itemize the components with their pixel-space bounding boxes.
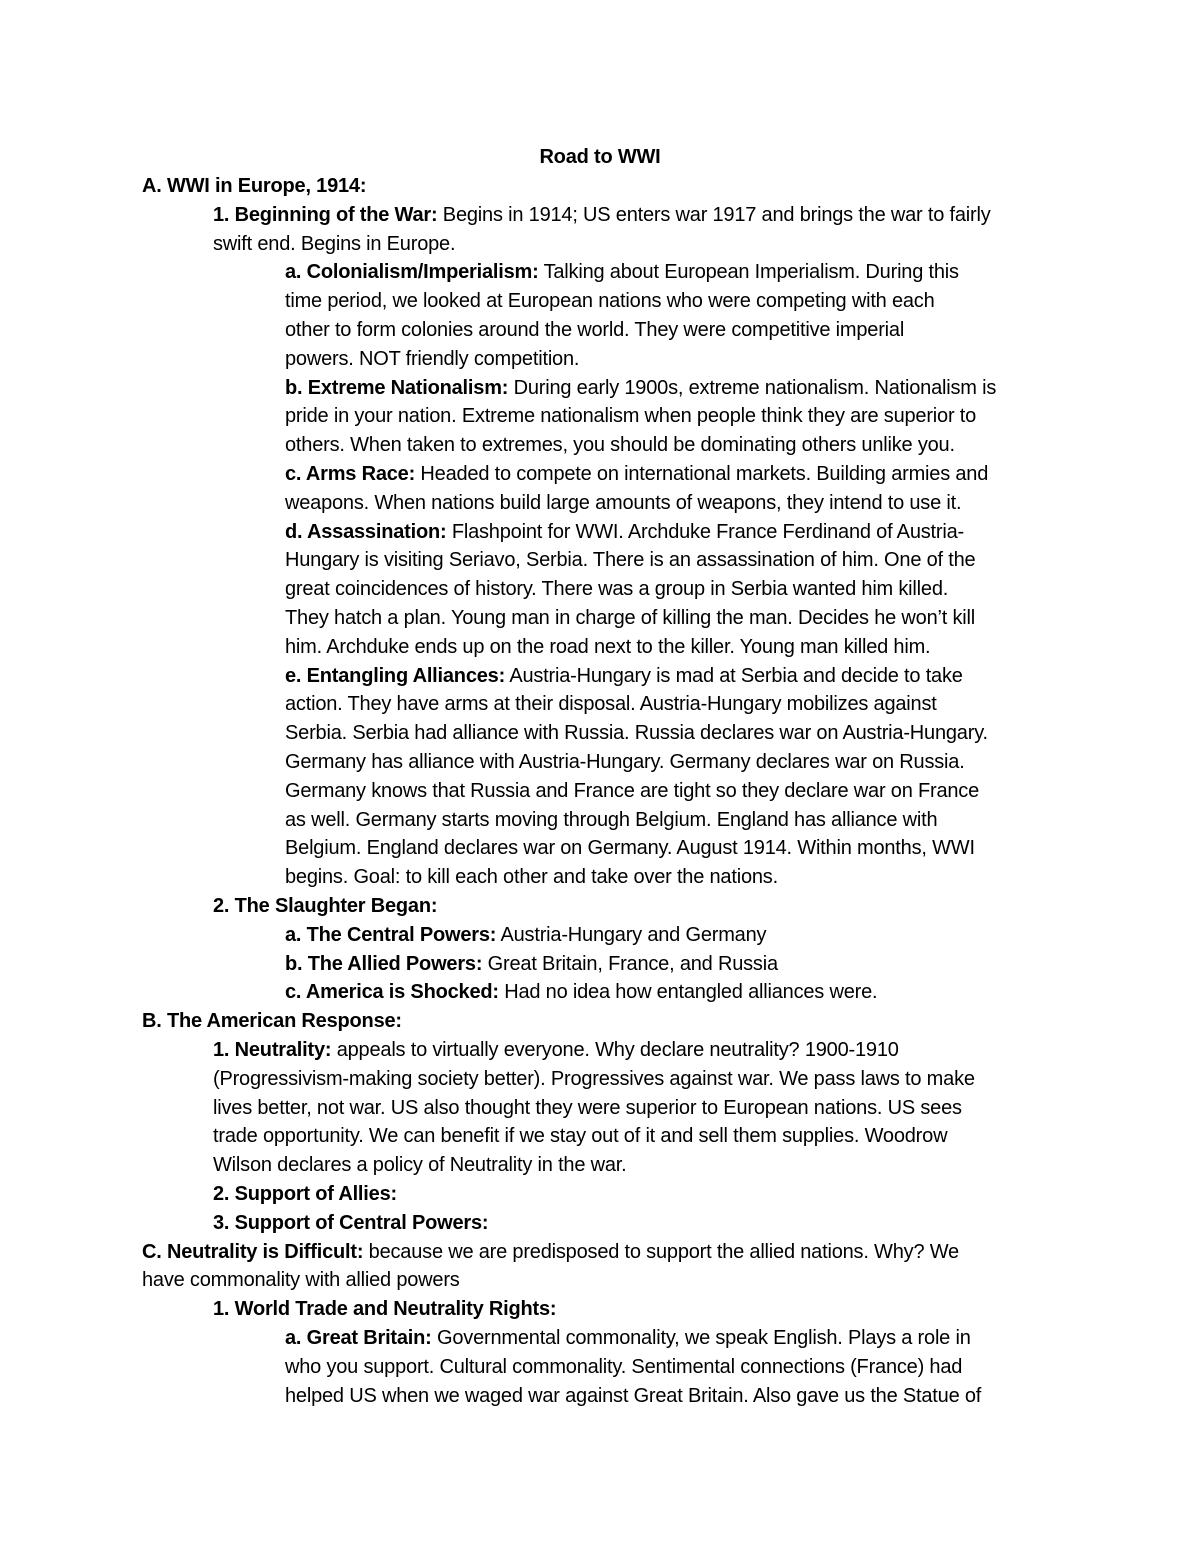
text-line [285,604,975,633]
page-title: Road to WWI [539,146,661,168]
text-line [213,1065,975,1094]
text-line [285,978,877,1007]
item-text: Austria-Hungary and Germany [496,923,767,946]
text-line [285,863,778,892]
item-text: weapons. When nations build large amounts of weapons, they intend to use it. [285,491,962,514]
text-line [285,777,979,806]
item-text: They hatch a plan. Young man in charge of killing the man. Decides he won’t kill [285,607,975,629]
text-line [213,1151,627,1180]
item-heading: 1. World Trade and Neutrality Rights: [213,1298,557,1321]
item-heading: 3. Support of Central Powers: [213,1211,489,1234]
item-text: powers. NOT friendly competition. [285,347,580,370]
text-line [285,950,778,979]
text-line [285,258,959,287]
text-line [285,575,948,604]
item-text: other to form colonies around the world. They were competitive imperial [285,319,905,341]
item-heading: 2. Support of Allies: [213,1183,397,1205]
item-text: Germany knows that Russia and France are tight so they declare war on France [285,779,980,802]
item-text: Begins in 1914; US enters war 1917 and brings the war to fairly [437,203,991,226]
text-line [285,719,988,748]
item-text: who you support. Cultural commonality. Sentimental connections (France) had [285,1355,963,1378]
text-line [213,1036,899,1065]
item-text: action. They have arms at their disposal. Austria-Hungary mobilizes against [285,693,937,716]
text-line [285,1382,981,1411]
item-text: pride in your nation. Extreme nationalism when people think they are superior to [285,405,977,428]
text-line [213,230,455,259]
text-line [285,374,996,403]
item-text: (Progressivism-making society better). Progressives against war. We pass laws to make [213,1067,975,1090]
item-text: Great Britain, France, and Russia [482,952,778,975]
text-line [142,1238,959,1267]
text-line [213,1180,397,1209]
item-text: Wilson declares a policy of Neutrality in the war. [213,1154,627,1177]
text-line [213,1122,947,1151]
text-line [285,460,988,489]
item-text: as well. Germany starts moving through Belgium. England has alliance with [285,808,938,831]
item-heading: b. The Allied Powers: [285,952,483,975]
item-heading: A. WWI in Europe, 1914: [142,175,367,197]
item-heading: a. Colonialism/Imperialism: [285,261,539,284]
item-text: because we are predisposed to support the allied nations. Why? We [363,1240,959,1263]
item-text: Governmental commonality, we speak English. Plays a role in [431,1327,971,1349]
text-line [285,834,975,863]
item-text: During early 1900s, extreme nationalism. Nationalism is [508,376,997,399]
text-line [285,287,935,316]
item-text: Headed to compete on international markets. Building armies and [415,463,989,485]
item-text: begins. Goal: to kill each other and take over the nations. [285,866,778,889]
text-line [213,201,991,230]
text-line [285,546,975,575]
text-line [285,806,937,835]
item-text: Had no idea how entangled alliances were. [498,981,878,1004]
text-line [285,1353,962,1382]
item-text: helped US when we waged war against Great Britain. Also gave us the Statue of [285,1384,982,1407]
item-text: have commonality with allied powers [142,1269,460,1292]
item-heading: C. Neutrality is Difficult: [142,1240,364,1263]
item-heading: c. Arms Race: [285,463,416,485]
text-line [285,489,961,518]
text-line [285,690,937,719]
item-heading: a. The Central Powers: [285,923,497,946]
text-line [142,1266,460,1295]
item-text: Germany has alliance with Austria-Hungary. Germany declares war on Russia. [285,751,965,773]
item-text: him. Archduke ends up on the road next to the killer. Young man killed him. [285,635,931,658]
item-text: great coincidences of history. There was a group in Serbia wanted him killed. [285,578,949,601]
item-text: others. When taken to extremes, you should be dominating others unlike you. [285,434,955,457]
item-text: trade opportunity. We can benefit if we stay out of it and sell them supplies. Woodrow [213,1125,948,1148]
item-heading: b. Extreme Nationalism: [285,376,509,399]
text-line [213,1209,488,1238]
item-heading: 1. Beginning of the War: [213,203,438,226]
item-heading: c. America is Shocked: [285,981,499,1004]
item-text: Flashpoint for WWI. Archduke France Ferdinand of Austria- [446,520,964,543]
item-text: appeals to virtually everyone. Why declare neutrality? 1900-1910 [331,1039,899,1061]
item-text: time period, we looked at European nations who were competing with each [285,290,935,313]
text-line [213,892,437,921]
item-text: Talking about European Imperialism. During this [538,261,959,284]
text-line [285,345,579,374]
text-line [285,633,930,662]
text-line [213,1295,556,1324]
item-heading: d. Assassination: [285,520,447,543]
item-text: Austria-Hungary is mad at Serbia and decide to take [505,664,963,687]
text-line [285,518,964,547]
text-line [285,1324,971,1353]
item-text: Hungary is visiting Seriavo, Serbia. There is an assassination of him. One of the [285,549,976,572]
text-line [285,662,963,691]
text-line [285,748,965,777]
item-heading: 1. Neutrality: [213,1039,332,1061]
item-heading: e. Entangling Alliances: [285,664,506,687]
item-text: Belgium. England declares war on Germany. August 1914. Within months, WWI [285,837,975,860]
text-line [285,431,955,460]
item-heading: 2. The Slaughter Began: [213,895,438,917]
text-line [285,316,904,345]
item-heading: B. The American Response: [142,1010,402,1033]
text-line [142,172,366,201]
item-heading: a. Great Britain: [285,1327,432,1349]
text-line [142,1007,402,1036]
item-text: swift end. Begins in Europe. [213,232,456,255]
item-text: Serbia. Serbia had alliance with Russia. Russia declares war on Austria-Hungary. [285,722,988,745]
text-line [285,921,766,950]
text-line [285,402,976,431]
item-text: lives better, not war. US also thought they were superior to European nations. US sees [213,1096,962,1119]
text-line [213,1094,962,1123]
